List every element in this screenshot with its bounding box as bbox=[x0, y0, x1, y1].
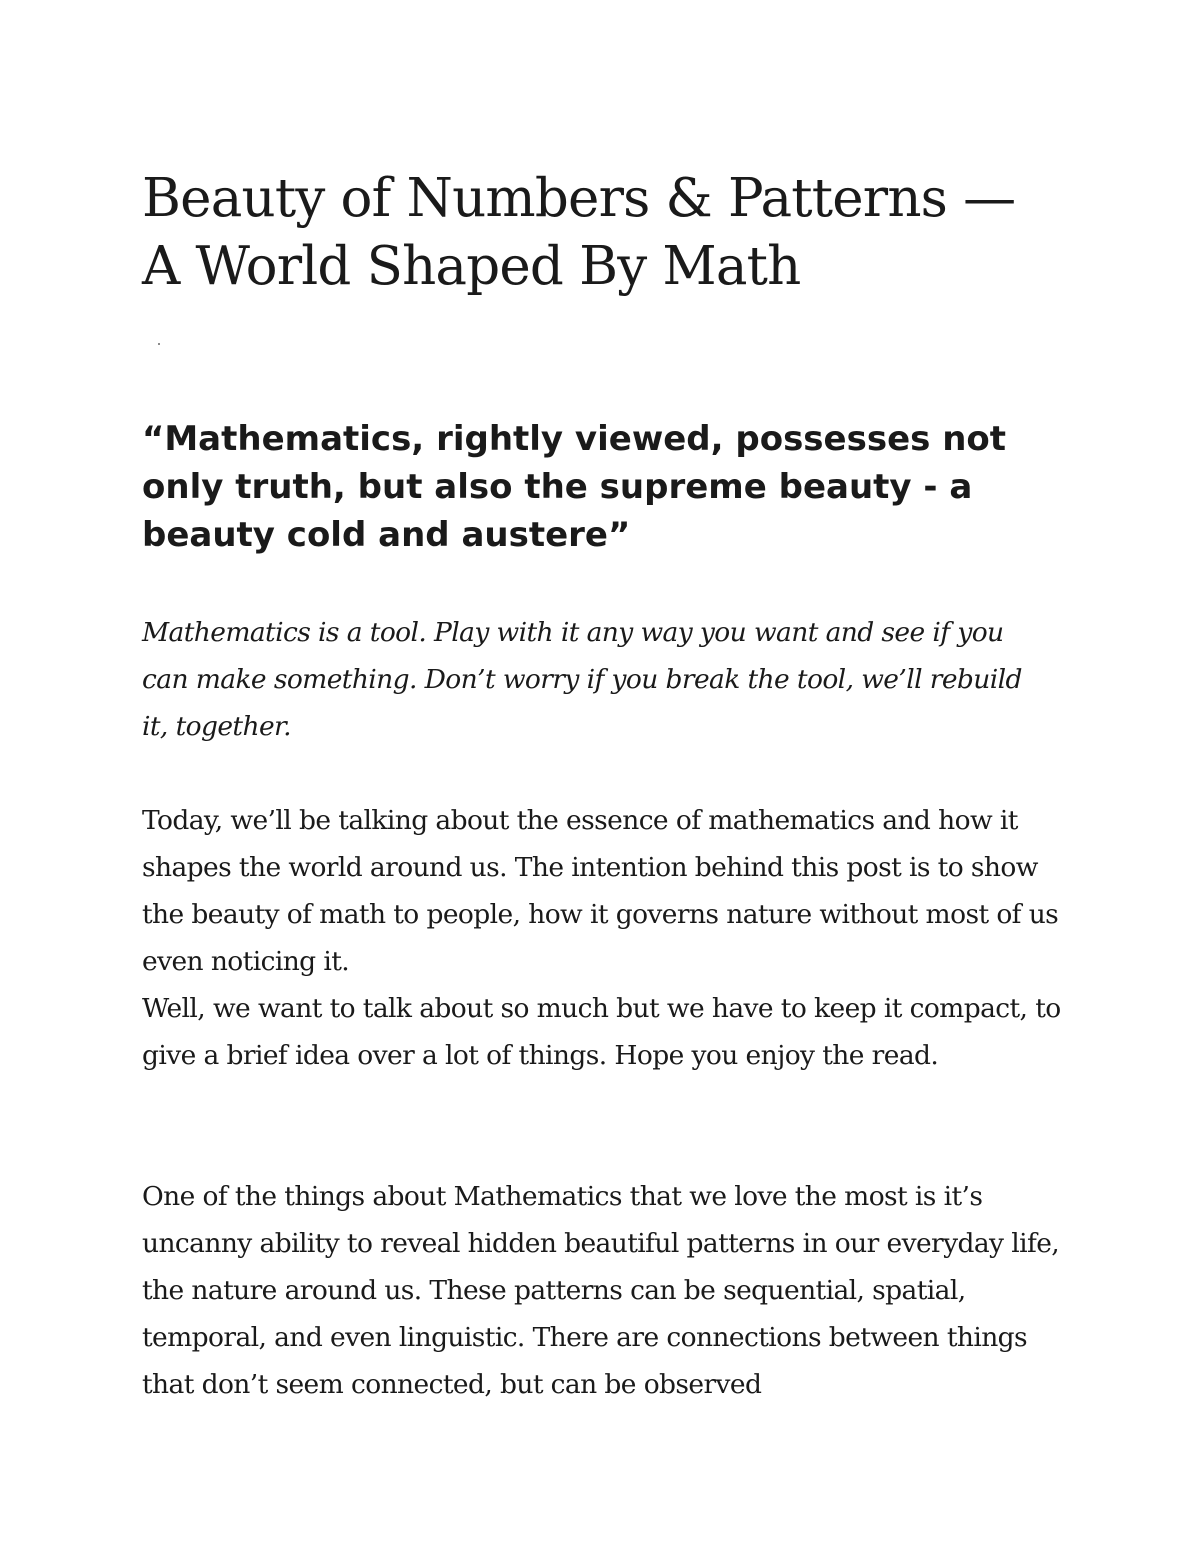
article-title: Beauty of Numbers & Patterns — A World Shaped By Math bbox=[142, 168, 1016, 297]
body-paragraph: Well, we want to talk about so much but we have to keep it compact, to give a brief idea over a lot of things. Hope you enjoy the read. bbox=[142, 993, 1061, 1071]
article-quote: “Mathematics, rightly viewed, possesses not only truth, but also the supreme beauty - a beauty cold and austere” bbox=[142, 419, 1007, 555]
intro-paragraph: Mathematics is a tool. Play with it any way you want and see if you can make something. Don’t worry if you break the tool, we’ll rebuild it, together. bbox=[142, 617, 1022, 742]
document-page bbox=[142, 165, 1062, 1400]
body-paragraph: Today, we’ll be talking about the essence of mathematics and how it shapes the world around us. The intention behind this post is to show the beauty of math to people, how it governs nature without most of us even noticing it. bbox=[142, 805, 1059, 977]
body-paragraph: One of the things about Mathematics that we love the most is it’s uncanny ability to reveal hidden beautiful patterns in our everyday life, the nature around us. These patterns can be sequential, spatial, temporal, and even linguistic. There are connections between things that don’t seem connected, but can be observed bbox=[142, 1181, 1060, 1400]
separator-dot bbox=[158, 343, 160, 345]
